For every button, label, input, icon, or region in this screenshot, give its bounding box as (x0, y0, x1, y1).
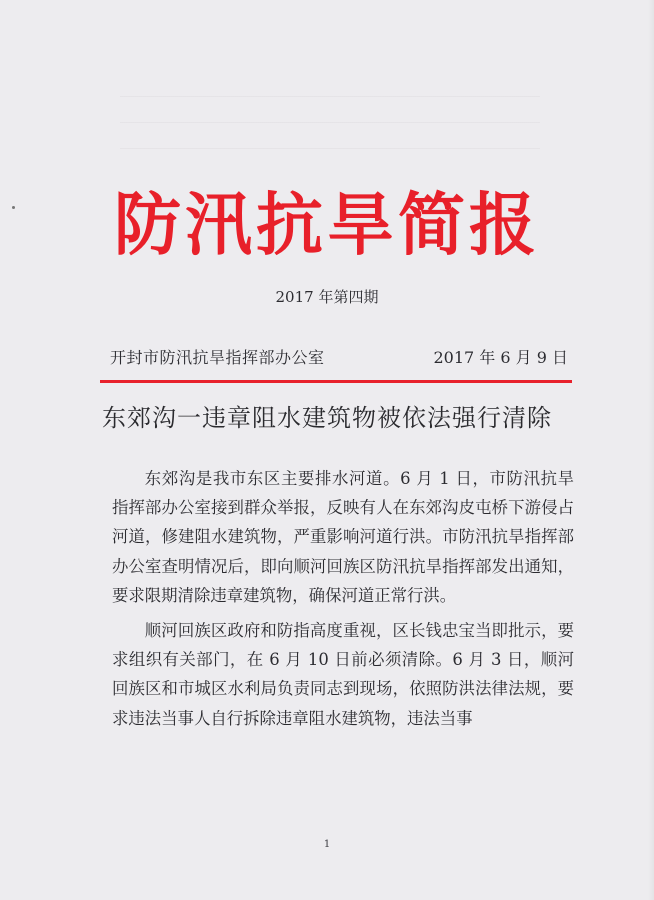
article-headline: 东郊沟一违章阻水建筑物被依法强行清除 (102, 404, 552, 432)
show-through-text (120, 86, 540, 166)
article-body (112, 464, 574, 739)
paragraph: 顺河回族区政府和防指高度重视，区长钱忠宝当即批示，要求组织有关部门，在 6 月 10 日前必须清除。6 月 3 日，顺河回族区和市城区水利局负责同志到现场，依照防洪法律法规，要求违法当事人自行拆除违章阻水建筑物，违法当事 (112, 621, 574, 728)
page-number: 1 (323, 839, 331, 850)
masthead-title: 防汛抗旱简报 (114, 184, 540, 265)
issuing-office: 开封市防汛抗旱指挥部办公室 (110, 348, 325, 367)
page-edge (648, 0, 654, 900)
issue-date: 2017 年 6 月 9 日 (433, 348, 568, 367)
issue-number: 2017 年第四期 (275, 288, 379, 306)
paragraph: 东郊沟是我市东区主要排水河道。6 月 1 日，市防汛抗旱指挥部办公室接到群众举报，反映有人在东郊沟皮屯桥下游侵占河道，修建阻水建筑物，严重影响河道行洪。市防汛抗旱指挥部办公室查明情况后，即向顺河回族区防汛抗旱指挥部发出通知，要求限期清除违章建筑物，确保河道正常行洪。 (112, 469, 574, 605)
meta-row (110, 345, 568, 367)
red-divider (100, 380, 572, 383)
